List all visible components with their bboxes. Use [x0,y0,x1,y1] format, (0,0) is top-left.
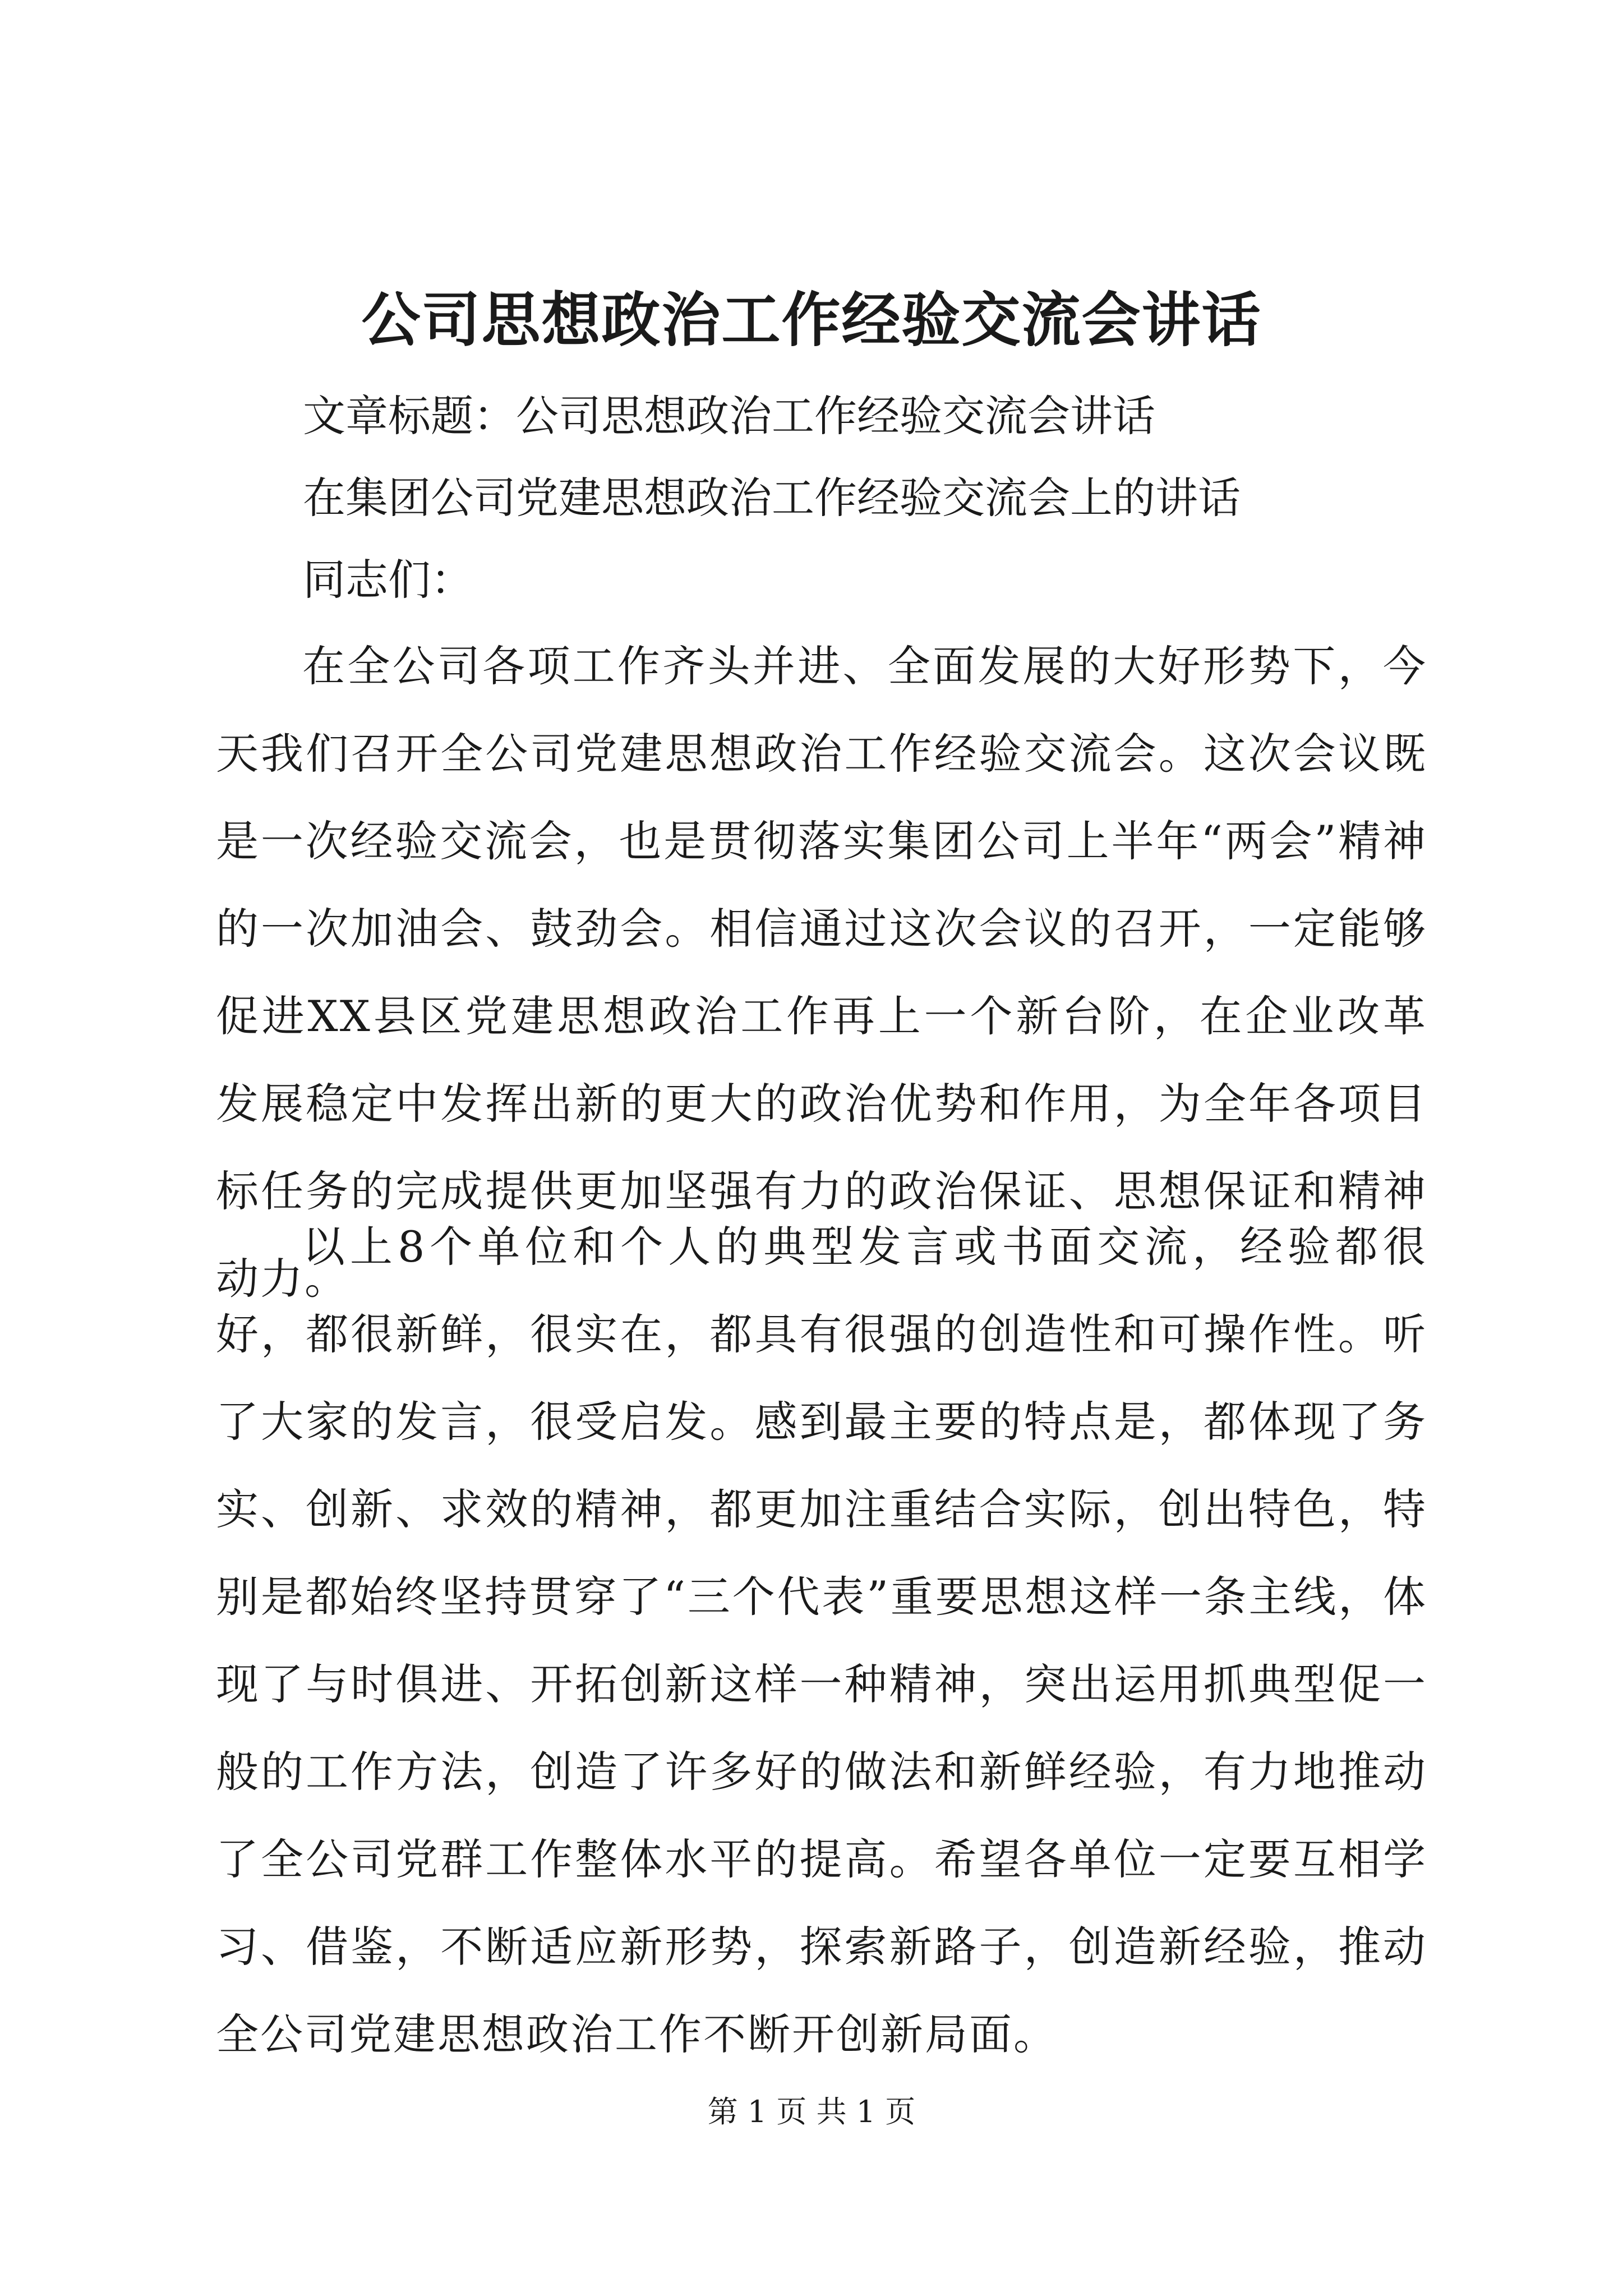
body-paragraph: 以上8个单位和个人的典型发言或书面交流，经验都很好，都很新鲜，很实在，都具有很强的创造性和可操作性。听了大家的发言，很受启发。感到最主要的特点是，都体现了务实、创新、求效的精神，都更加注重结合实际，创出特色，特别是都始终坚持贯穿了“三个代表”重要思想这样一条主线，体现了与时俱进、开拓创新这样一种精神，突出运用抓典型促一般的工作方法，创造了许多好的做法和新鲜经验，有力地推动了全公司党群工作整体水平的提高。希望各单位一定要互相学习、借鉴，不断适应新形势，探索新路子，创造新经验，推动全公司党建思想政治工作不断开创新局面。 [216,1222,1427,2059]
subtitle-line: 在集团公司党建思想政治工作经验交流会上的讲话 [303,473,1241,523]
salutation: 同志们： [303,555,473,605]
document-title: 公司思想政治工作经验交流会讲话 [361,285,1262,355]
article-title-line: 文章标题：公司思想政治工作经验交流会讲话 [303,391,1155,441]
page-footer: 第 1 页 共 1 页 [707,2094,916,2129]
body-paragraph: 在全公司各项工作齐头并进、全面发展的大好形势下，今天我们召开全公司党建思想政治工作经验交流会。这次会议既是一次经验交流会，也是贯彻落实集团公司上半年“两会”精神的一次加油会、鼓劲会。相信通过这次会议的召开，一定能够促进XX县区党建思想政治工作再上一个新台阶，在企业改革发展稳定中发挥出新的更大的政治优势和作用，为全年各项目标任务的完成提供更加坚强有力的政治保证、思想保证和精神动力。 [216,641,1427,1304]
